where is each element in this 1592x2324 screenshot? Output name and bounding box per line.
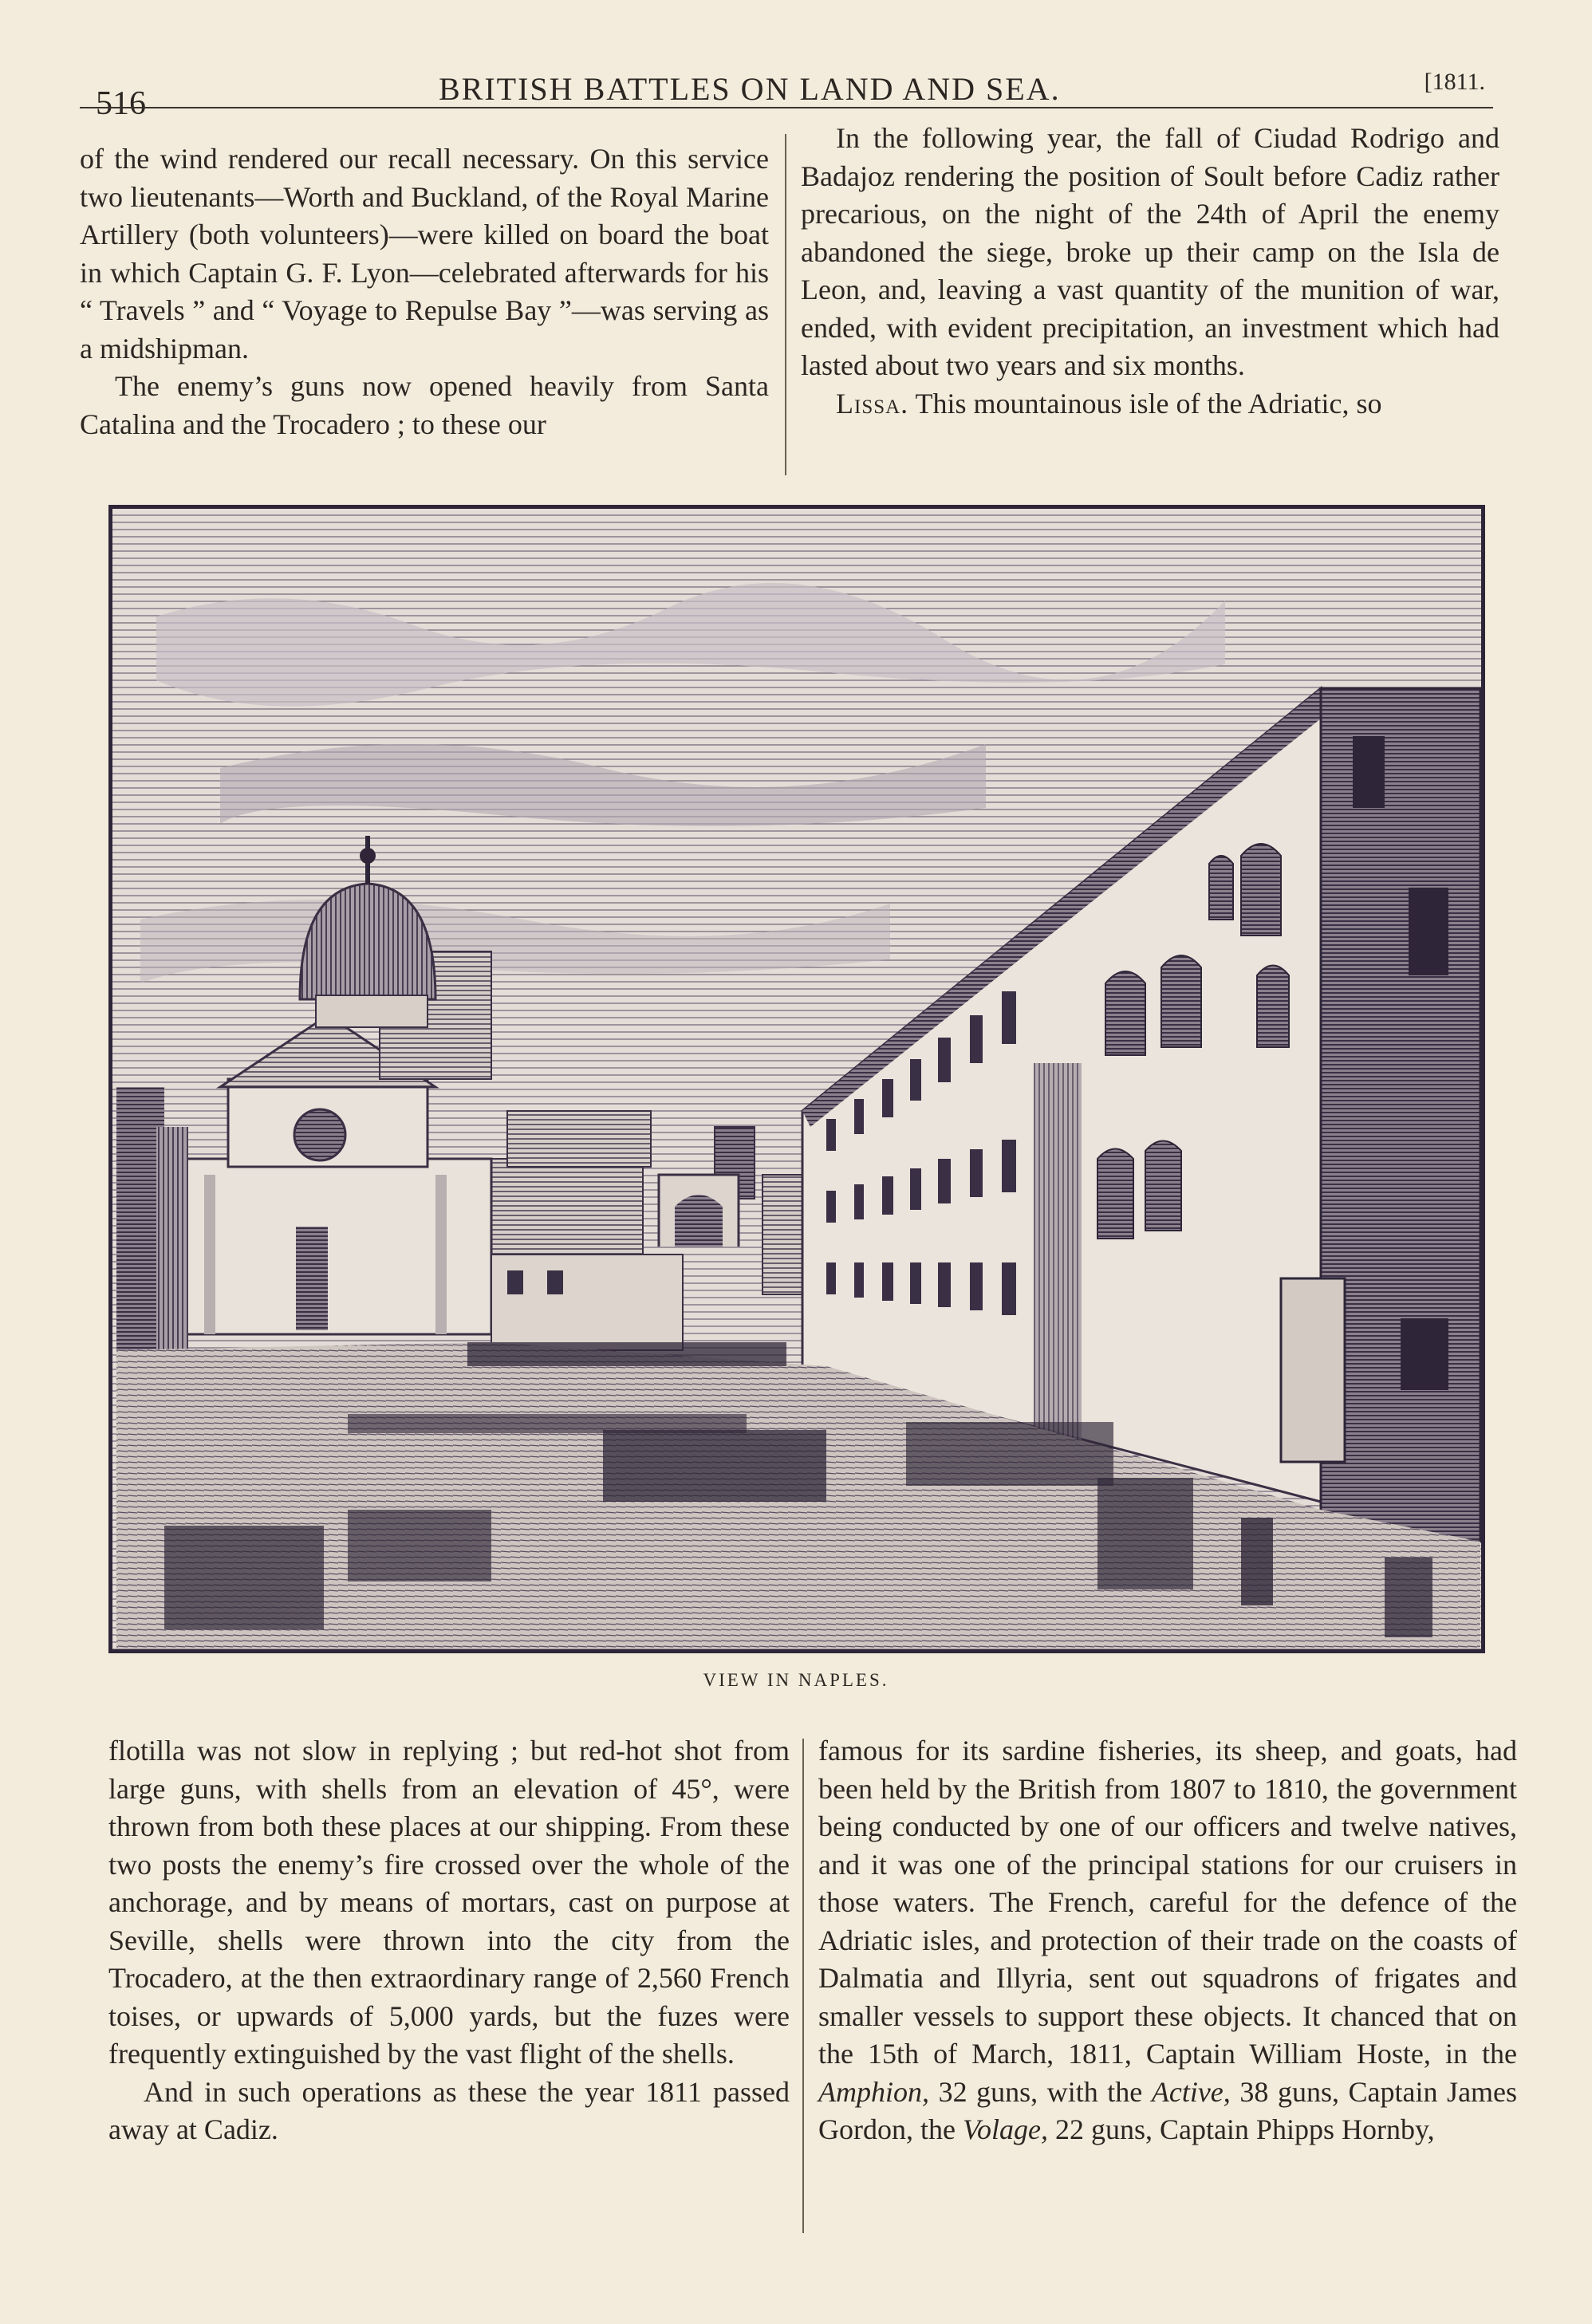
page-number: 516 [96,85,146,122]
running-year: [1811. [1424,69,1485,95]
bottom-left-column [108,1732,790,2149]
ship-name: Volage, [962,2113,1048,2145]
header-rule [80,107,1493,108]
paragraph [801,385,1499,423]
bottom-right-column [818,1732,1517,2149]
paragraph: flotilla was not slow in replying ; but red-hot shot from large guns, with shells from an elevation of 45°, were thrown from both these places at our shipping. From these two posts the enemy’s fire crossed over the whole of the anchorage, and by means of mortars, cast on purpose at Seville, shells were thrown into the city from the Trocadero, at the then extraordinary range of 2,560 French toises, or upwards of 5,000 yards, but the fuzes were frequently extinguished by the vast flight of the shells. [108,1735,790,2070]
figure-caption: VIEW IN NAPLES. [703,1670,889,1690]
paragraph: And in such operations as these the year 1811 passed away at Cadiz. [108,2075,790,2145]
engraving-view-in-naples [108,505,1485,1653]
ship-name: Active, [1151,2075,1231,2108]
paragraph-text: 32 guns, with the [938,2075,1143,2108]
paragraph [818,1732,1517,2149]
paragraph-text: 38 guns, Captain James Gordon, the [818,2075,1518,2145]
paragraph-text: famous for its sardine fisheries, its sheep, and goats, had been held by the British from 1807 to 1810, the government being conducted by one of our officers and twelve natives, and it was one of the principal stations for our cruisers in those waters. The French, careful for the defence of the Adriatic isles, and protection of their trade on the coasts of Dalmatia and Illyria, sent out squadrons of frigates and smaller vessels to support these objects. It chanced that on the 15th of March, 1811, Captain William Hoste, in the [818,1735,1517,2070]
paragraph-text: 22 guns, Captain Phipps Hornby, [1054,2113,1435,2145]
top-left-column [80,140,769,443]
column-rule [802,1739,804,2233]
paragraph: of the wind rendered our recall necessary. On this service two lieutenants—Worth and Buckland, of the Royal Marine Artillery (both volunteers)—were killed on board the boat in which Captain G. F. Lyon—celebrated afterwards for his “ Travels ” and “ Voyage to Repulse Bay ”—was serving as a midshipman. [80,143,769,364]
paragraph-text: This mountainous isle of the Adriatic, so [915,387,1382,420]
top-right-column [801,120,1499,423]
paragraph: The enemy’s guns now opened heavily from Santa Catalina and the Trocadero ; to these our [80,370,769,440]
running-title: BRITISH BATTLES ON LAND AND SEA. [439,71,1061,107]
running-header [80,69,1493,122]
ship-name: Amphion, [818,2075,929,2108]
column-rule [785,134,786,475]
paragraph: In the following year, the fall of Ciudad Rodrigo and Badajoz rendering the position of Soult before Cadiz rather precarious, on the night of the 24th of April the enemy abandoned the siege, broke up their camp on the Isla de Leon, and, leaving a vast quantity of the munition of war, ended, with evident precipitation, an investment which had lasted about two years and six months. [801,122,1499,381]
lead-word: Lissa. [836,387,909,420]
